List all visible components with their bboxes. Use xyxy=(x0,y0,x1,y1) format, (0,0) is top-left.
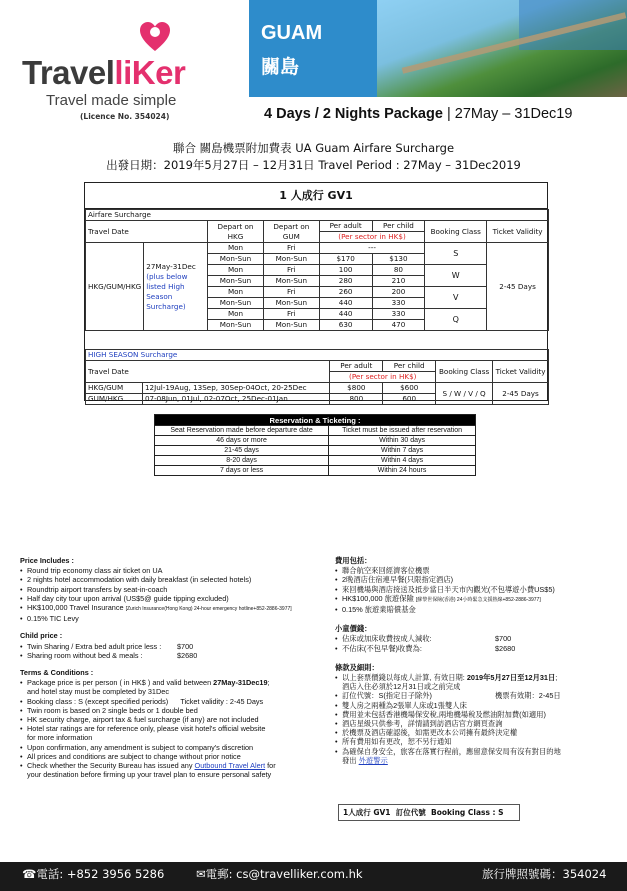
list-item: • 聯合航空來回經濟客位機票 xyxy=(335,566,615,575)
header-travel-date: Travel Date xyxy=(86,361,330,383)
reservation-days: 46 days or more xyxy=(155,436,329,446)
header-booking-class: Booking Class xyxy=(425,221,487,243)
reservation-col1: Seat Reservation made before departure date xyxy=(155,426,329,436)
fare-adult: 630 xyxy=(319,320,372,331)
list-item: • 來回機場與酒店接送及抵步當日半天市內觀光(不包導遊小費US$5) xyxy=(335,585,615,594)
header-per-child: Per child xyxy=(372,221,425,232)
fare-table-frame xyxy=(84,182,548,401)
hs-adult: 800 xyxy=(330,394,383,405)
fare-hkg: Mon-Sun xyxy=(208,276,264,287)
reservation-deadline: Within 4 days xyxy=(329,456,476,466)
list-item: • 0.15% 旅遊業賠償基金 xyxy=(335,605,615,614)
hs-dates: 12Jul-19Aug, 13Sep, 30Sep-04Oct, 20-25Dec xyxy=(142,383,329,394)
fare-child: 330 xyxy=(372,298,425,309)
footer-phone: ☎電話: +852 3956 5286 xyxy=(22,867,165,881)
booking-class-cell: S xyxy=(425,243,487,265)
list-item: • Twin Sharing / Extra bed adult price less : $700 xyxy=(20,642,320,651)
fare-hkg: Mon-Sun xyxy=(208,298,264,309)
hs-child: 600 xyxy=(383,394,436,405)
booking-class-cell: V xyxy=(425,287,487,309)
high-season-label: HIGH SEASON Surcharge xyxy=(86,350,549,361)
outbound-alert-link-zh[interactable]: 外遊警示 xyxy=(358,755,388,765)
list-item: • All prices and conditions are subject to change without prior notice xyxy=(20,752,320,761)
route-cell: HKG/GUM/HKG xyxy=(86,243,144,331)
booking-class-cell: W xyxy=(425,265,487,287)
list-item: • 不佔床(不包早餐)收費為: $2680 xyxy=(335,644,615,653)
reservation-deadline: Within 30 days xyxy=(329,436,476,446)
fare-adult: 440 xyxy=(319,298,372,309)
hs-route: HKG/GUM xyxy=(86,383,143,394)
price-includes-heading: Price Includes : xyxy=(20,556,74,565)
list-item: • 2 nights hotel accommodation with daily breakfast (in selected hotels) xyxy=(20,575,320,584)
hs-adult: $800 xyxy=(330,383,383,394)
fare-gum: Mon-Sun xyxy=(263,320,319,331)
fare-table-heading: 1 人成行 GV1 xyxy=(85,183,547,209)
surcharge-title: 聯合 關島機票附加費表 UA Guam Airfare Surcharge xyxy=(172,141,455,155)
price-includes-list xyxy=(20,566,320,623)
reservation-col2: Ticket must be issued after reservation xyxy=(329,426,476,436)
terms-chinese xyxy=(335,551,615,765)
terms-english xyxy=(20,551,320,779)
fare-gum: Mon-Sun xyxy=(263,254,319,265)
fare-adult: 100 xyxy=(319,265,372,276)
footer-licence: 旅行牌照號碼：354024 xyxy=(482,867,607,881)
outbound-travel-alert-link[interactable]: Outbound Travel Alert xyxy=(194,761,266,771)
header-ticket-validity: Ticket Validity xyxy=(493,361,549,383)
fare-hkg: Mon-Sun xyxy=(208,320,264,331)
list-item: • 所有費用如有更改，恕不另行通知 xyxy=(335,737,615,746)
heart-pin-icon xyxy=(138,20,172,54)
fare-child: $130 xyxy=(372,254,425,265)
destination-zh: 關島 xyxy=(261,56,300,78)
validity-cell: 2-45 Days xyxy=(487,243,549,331)
fare-child: 210 xyxy=(372,276,425,287)
list-item: • HK$100,000 旅遊保險 [蘇黎世保險(香港) 24小時緊急支援熱線+852-2886-3977] xyxy=(335,594,615,605)
licence-number: (Licence No. 354024) xyxy=(80,112,170,121)
header-per-adult: Per adult xyxy=(330,361,383,372)
fare-adult: --- xyxy=(319,243,425,254)
fare-gum: Mon-Sun xyxy=(263,298,319,309)
child-price-list-zh xyxy=(335,634,615,652)
fare-child: 200 xyxy=(372,287,425,298)
fare-hkg: Mon xyxy=(208,265,264,276)
header-depart-hkg: Depart on HKG xyxy=(208,221,264,243)
fare-gum: Fri xyxy=(263,287,319,298)
hs-child: $600 xyxy=(383,383,436,394)
fare-hkg: Mon xyxy=(208,243,264,254)
list-item: • 佔床或加床收費按成人減收: $700 xyxy=(335,634,615,643)
reservation-title: Reservation & Ticketing : xyxy=(155,415,476,426)
terms-heading-zh: 條款及細則： xyxy=(335,662,379,672)
header-per-sector: (Per sector in HK$) xyxy=(319,232,425,243)
date-range-cell: 27May-31Dec (plus below listed High Season Surcharge) xyxy=(144,243,208,331)
fare-gum: Fri xyxy=(263,265,319,276)
child-price-heading: Child price : xyxy=(20,631,63,641)
child-price-list xyxy=(20,642,320,660)
header-per-child: Per child xyxy=(383,361,436,372)
travel-period-title: 出發日期：2019年5月27日 – 12月31日 Travel Period : 27May – 31Dec2019 xyxy=(106,158,521,172)
destination-banner xyxy=(249,0,627,97)
list-item: • HK$100,000 Travel Insurance [Zurich Insurance(Hong Kong) 24-hour emergency hotline+852-2886-3977] xyxy=(20,603,320,614)
list-item: • 2晚酒店住宿連早餐(只限指定酒店) xyxy=(335,575,615,584)
list-item: • Twin room is based on 2 single beds or 1 double bed xyxy=(20,706,320,715)
hs-dates: 07-08Jun, 01Jul, 02-07Oct, 25Dec-01Jan xyxy=(142,394,329,405)
price-includes-heading-zh: 費用包括： xyxy=(335,556,372,565)
child-price-heading-zh: 小童價錢： xyxy=(335,624,372,634)
list-item: • Package price is per person ( in HK$ ) and valid between 27May-31Dec19; and hotel stay must be completed by 31Dec xyxy=(20,678,320,696)
list-item: • 以上套票價錢以每成人計算, 有效日期: 2019年5月27日至12月31日; 酒店入住必須於12月31日或之前完成 xyxy=(335,673,615,691)
header-ticket-validity: Ticket Validity xyxy=(487,221,549,243)
list-item: • Hotel star ratings are for reference only, please visit hotel's official website for more information xyxy=(20,724,320,742)
list-item: • 為確保自身安全，旅客在落實行程前，應留意保安局有沒有對目的地 發出 外遊警示 xyxy=(335,747,615,765)
fare-child: 330 xyxy=(372,309,425,320)
terms-heading: Terms & Conditions : xyxy=(20,668,94,678)
list-item: • 雙人房之兩種為2張單人床或1張雙人床 xyxy=(335,701,615,710)
reservation-days: 7 days or less xyxy=(155,466,329,476)
list-item: • Half day city tour upon arrival (US$5@ guide tipping excluded) xyxy=(20,594,320,603)
list-item: • Round trip economy class air ticket on UA xyxy=(20,566,320,575)
header-per-sector: (Per sector in HK$) xyxy=(330,372,436,383)
reservation-deadline: Within 7 days xyxy=(329,446,476,456)
terms-list-zh xyxy=(335,673,615,765)
package-title: 4 Days / 2 Nights Package | 27May – 31Dec19 xyxy=(264,106,573,122)
header-depart-gum: Depart on GUM xyxy=(263,221,319,243)
list-item: • 於機票及酒店確認後，如需更改本公司擁有最終決定權 xyxy=(335,728,615,737)
fare-gum: Fri xyxy=(263,309,319,320)
travelliker-logo xyxy=(20,18,230,121)
hs-booking-class: S / W / V / Q xyxy=(436,383,493,405)
booking-class-cell: Q xyxy=(425,309,487,331)
list-item: • Upon confirmation, any amendment is subject to company's discretion xyxy=(20,743,320,752)
fare-gum: Fri xyxy=(263,243,319,254)
footer-bar xyxy=(0,862,627,891)
booking-code-box: 1人成行 GV1 訂位代號 Booking Class : S xyxy=(338,804,520,821)
fare-child: 80 xyxy=(372,265,425,276)
high-season-table xyxy=(85,349,549,405)
airfare-surcharge-table xyxy=(85,209,549,331)
brand-tagline: Travel made simple xyxy=(46,92,177,109)
reservation-days: 21-45 days xyxy=(155,446,329,456)
fare-adult: 260 xyxy=(319,287,372,298)
fare-gum: Mon-Sun xyxy=(263,276,319,287)
list-item: • Check whether the Security Bureau has issued any Outbound Travel Alert for your destination before firming up your travel plan to ensure personal safety xyxy=(20,761,320,779)
terms-list xyxy=(20,678,320,779)
header-booking-class: Booking Class xyxy=(436,361,493,383)
list-item: • 訂位代號：S(指定日子除外) 機票有效期：2-45日 xyxy=(335,691,615,700)
reservation-deadline: Within 24 hours xyxy=(329,466,476,476)
fare-adult: 280 xyxy=(319,276,372,287)
list-item: • 酒店星級只供參考，詳情請到訪酒店官方網頁查詢 xyxy=(335,719,615,728)
destination-en: GUAM xyxy=(261,22,323,44)
reservation-table xyxy=(154,414,476,476)
fare-hkg: Mon-Sun xyxy=(208,254,264,265)
list-item: • Roundtrip airport transfers by seat-in-coach xyxy=(20,585,320,594)
header-travel-date: Travel Date xyxy=(86,221,208,243)
fare-hkg: Mon xyxy=(208,287,264,298)
footer-email: ✉電郵: cs@travelliker.com.hk xyxy=(196,867,363,881)
hs-route: GUM/HKG xyxy=(86,394,143,405)
list-item: • 0.15% TIC Levy xyxy=(20,614,320,623)
fare-adult: 440 xyxy=(319,309,372,320)
header-per-adult: Per adult xyxy=(319,221,372,232)
price-includes-list-zh xyxy=(335,566,615,614)
fare-hkg: Mon xyxy=(208,309,264,320)
list-item: • Sharing room without bed & meals : $2680 xyxy=(20,651,320,660)
reservation-days: 8-20 days xyxy=(155,456,329,466)
list-item: • HK security charge, airport tax & fuel surcharge (if any) are not included xyxy=(20,715,320,724)
hs-validity: 2-45 Days xyxy=(493,383,549,405)
brand-name: TravelliKer xyxy=(22,54,186,91)
list-item: • 費用並未包括香港機場保安稅,兩地機場稅及燃油附加費(如適用) xyxy=(335,710,615,719)
section-label: Airfare Surcharge xyxy=(86,210,549,221)
fare-adult: $170 xyxy=(319,254,372,265)
fare-child: 470 xyxy=(372,320,425,331)
list-item: • Booking class : S (except specified periods) Ticket validity : 2-45 Days xyxy=(20,697,320,706)
